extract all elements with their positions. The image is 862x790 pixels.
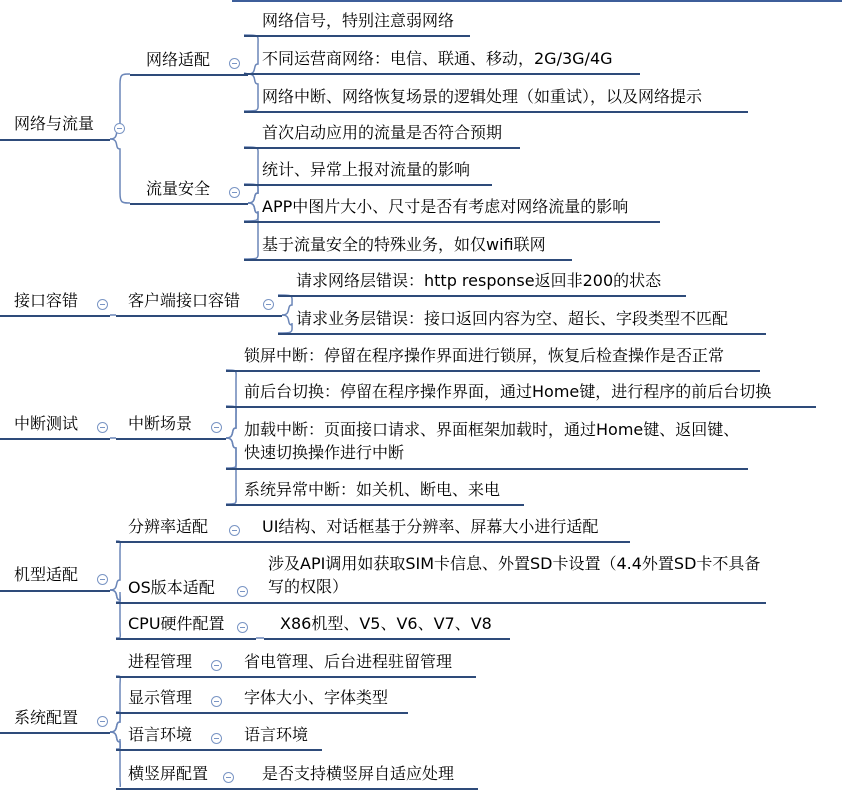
leaf-3-1-0[interactable] <box>268 552 768 598</box>
branch-2-child-0-label: 中断场景 <box>128 414 193 433</box>
leaf-2-0-2-label: 加载中断：页面接口请求、界面框架加载时，通过Home键、返回键、快速切换操作进行中断 <box>244 420 740 462</box>
branch-1-child-0-collapse-icon[interactable] <box>263 299 274 310</box>
connector-2-0-3 <box>226 438 236 504</box>
branch-3-child-2-label: CPU硬件配置 <box>128 614 225 633</box>
branch-1-label: 接口容错 <box>14 291 79 310</box>
leaf-3-1-0-label: 涉及API调用如获取SIM卡信息、外置SD卡设置（4.4外置SD卡不具备写的权限） <box>268 554 761 596</box>
leaf-0-1-1[interactable] <box>262 158 470 181</box>
leaf-0-1-3-underline <box>244 259 572 261</box>
branch-4-label: 系统配置 <box>14 708 79 727</box>
branch-4-child-1-underline <box>116 712 226 714</box>
leaf-0-0-0[interactable] <box>262 9 454 32</box>
leaf-0-0-0-underline <box>244 35 470 37</box>
leaf-2-0-2-underline <box>226 468 748 470</box>
leaf-0-0-0-label: 网络信号，特别注意弱网络 <box>262 11 455 30</box>
branch-0-underline <box>0 139 110 141</box>
branch-1-underline <box>0 315 110 317</box>
leaf-2-0-1-underline <box>226 406 816 408</box>
connector-3-2 <box>110 590 120 638</box>
connector-1-0-0 <box>278 295 292 315</box>
leaf-0-1-2-underline <box>244 221 660 223</box>
leaf-0-0-1[interactable] <box>262 47 613 70</box>
connector-4-1 <box>110 712 120 732</box>
branch-3-child-1-collapse-icon[interactable] <box>237 586 248 597</box>
leaf-1-0-1[interactable] <box>296 307 728 330</box>
leaf-1-0-0[interactable] <box>296 269 661 292</box>
branch-3-child-2-underline <box>116 638 256 640</box>
branch-4-child-0-label: 进程管理 <box>128 652 193 671</box>
leaf-4-2-0-underline <box>226 749 322 751</box>
branch-4-collapse-icon[interactable] <box>97 716 108 727</box>
branch-4-child-2[interactable] <box>128 723 192 746</box>
connector-3-0 <box>110 541 120 590</box>
leaf-0-0-1-underline <box>244 73 640 75</box>
connector-1-0-1 <box>278 315 292 333</box>
top-edge-line <box>232 0 842 2</box>
branch-1-child-0-label: 客户端接口容错 <box>128 291 241 310</box>
leaf-0-0-2[interactable] <box>262 85 702 108</box>
branch-4-child-1-collapse-icon[interactable] <box>211 696 222 707</box>
leaf-0-1-2-label: APP中图片大小、尺寸是否有考虑对网络流量的影响 <box>262 197 629 216</box>
branch-4-child-2-label: 语言环境 <box>128 725 193 744</box>
leaf-3-2-0[interactable] <box>280 612 492 635</box>
leaf-2-0-1-label: 前后台切换：停留在程序操作界面，通过Home键，进行程序的前后台切换 <box>244 382 772 401</box>
branch-3-child-1-label: OS版本适配 <box>128 578 215 597</box>
connector-4-0 <box>110 676 120 732</box>
leaf-4-1-0-underline <box>226 712 408 714</box>
connector-4-3 <box>110 732 120 787</box>
branch-4-child-2-collapse-icon[interactable] <box>211 733 222 744</box>
leaf-1-0-0-underline <box>278 295 686 297</box>
branch-4-child-3[interactable] <box>128 762 208 785</box>
branch-0-label: 网络与流量 <box>14 114 95 133</box>
leaf-2-0-0-underline <box>226 370 760 372</box>
branch-0-collapse-icon[interactable] <box>114 123 125 134</box>
leaf-4-1-0-label: 字体大小、字体类型 <box>244 688 389 707</box>
branch-3-child-2-collapse-icon[interactable] <box>237 622 248 633</box>
leaf-4-0-0[interactable] <box>244 650 452 673</box>
leaf-0-1-1-underline <box>244 184 492 186</box>
leaf-3-0-0[interactable] <box>262 515 598 538</box>
branch-4-child-0-collapse-icon[interactable] <box>211 660 222 671</box>
leaf-3-1-0-underline <box>256 602 766 604</box>
branch-0-child-0[interactable] <box>146 48 210 71</box>
leaf-0-1-0-underline <box>244 147 520 149</box>
branch-2-child-0-collapse-icon[interactable] <box>211 422 222 433</box>
branch-0-child-1-label: 流量安全 <box>146 179 211 198</box>
connector-0-0-2 <box>244 74 258 111</box>
leaf-3-0-0-label: UI结构、对话框基于分辨率、屏幕大小进行适配 <box>262 517 599 536</box>
leaf-1-0-1-label: 请求业务层错误：接口返回内容为空、超长、字段类型不匹配 <box>296 309 729 328</box>
leaf-4-3-0-label: 是否支持横竖屏自适应处理 <box>262 764 455 783</box>
branch-0-child-1-collapse-icon[interactable] <box>229 187 240 198</box>
leaf-4-3-0[interactable] <box>262 762 454 785</box>
branch-2[interactable] <box>14 412 78 435</box>
branch-3[interactable] <box>14 563 78 586</box>
leaf-0-0-2-label: 网络中断、网络恢复场景的逻辑处理（如重试），以及网络提示 <box>262 87 703 106</box>
branch-2-child-0[interactable] <box>128 412 192 435</box>
branch-2-label: 中断测试 <box>14 414 79 433</box>
connector-0-0-0 <box>244 35 258 74</box>
branch-4-child-0-underline <box>116 676 226 678</box>
connector-0-1 <box>110 139 130 203</box>
branch-0-child-0-underline <box>130 74 248 76</box>
connector-0-1-3 <box>244 203 258 259</box>
branch-4-child-2-underline <box>116 749 226 751</box>
leaf-2-0-3[interactable] <box>244 478 500 501</box>
connector-0-1-1 <box>244 184 258 203</box>
leaf-2-0-0-label: 锁屏中断：停留在程序操作界面进行锁屏，恢复后检查操作是否正常 <box>244 346 725 365</box>
leaf-3-2-0-underline <box>264 638 510 640</box>
branch-0-child-1[interactable] <box>146 177 210 200</box>
branch-1-collapse-icon[interactable] <box>97 299 108 310</box>
branch-2-child-0-underline <box>116 438 226 440</box>
leaf-4-0-0-underline <box>226 676 476 678</box>
branch-3-child-1[interactable] <box>128 576 215 599</box>
branch-4-child-3-label: 横竖屏配置 <box>128 764 209 783</box>
branch-4-child-0[interactable] <box>128 650 192 673</box>
branch-3-label: 机型适配 <box>14 565 79 584</box>
leaf-3-0-0-underline <box>248 541 630 543</box>
branch-3-collapse-icon[interactable] <box>97 574 108 585</box>
leaf-4-1-0[interactable] <box>244 686 388 709</box>
branch-0[interactable] <box>14 112 94 135</box>
leaf-2-0-2[interactable] <box>244 418 744 464</box>
connector-2-0-1 <box>226 406 236 438</box>
leaf-0-1-1-label: 统计、异常上报对流量的影响 <box>262 160 471 179</box>
leaf-4-0-0-label: 省电管理、后台进程驻留管理 <box>244 652 453 671</box>
leaf-0-1-0[interactable] <box>262 121 502 144</box>
branch-4-child-1[interactable] <box>128 686 192 709</box>
leaf-0-1-2[interactable] <box>262 195 628 218</box>
branch-3-child-1-underline <box>116 602 256 604</box>
branch-1-child-0[interactable] <box>128 289 240 312</box>
branch-3-child-2[interactable] <box>128 612 225 635</box>
branch-0-child-1-underline <box>130 203 248 205</box>
branch-4-child-1-label: 显示管理 <box>128 688 193 707</box>
leaf-1-0-0-label: 请求网络层错误：http response返回非200的状态 <box>296 271 662 290</box>
branch-3-child-0-underline <box>116 541 248 543</box>
branch-1[interactable] <box>14 289 78 312</box>
leaf-4-2-0[interactable] <box>244 723 308 746</box>
branch-4[interactable] <box>14 706 78 729</box>
connector-2-0-2 <box>226 438 236 468</box>
leaf-2-0-1[interactable] <box>244 380 771 403</box>
leaf-0-1-0-label: 首次启动应用的流量是否符合预期 <box>262 123 503 142</box>
branch-2-collapse-icon[interactable] <box>97 422 108 433</box>
leaf-0-1-3[interactable] <box>262 233 546 256</box>
leaf-0-1-3-label: 基于流量安全的特殊业务，如仅wifi联网 <box>262 235 546 254</box>
leaf-2-0-3-underline <box>226 504 524 506</box>
branch-0-child-0-collapse-icon[interactable] <box>229 58 240 69</box>
branch-3-child-0[interactable] <box>128 515 208 538</box>
branch-2-underline <box>0 438 110 440</box>
branch-0-child-0-label: 网络适配 <box>146 50 211 69</box>
leaf-2-0-3-label: 系统异常中断：如关机、断电、来电 <box>244 480 501 499</box>
branch-4-child-3-collapse-icon[interactable] <box>223 772 234 783</box>
leaf-0-0-1-label: 不同运营商网络：电信、联通、移动，2G/3G/4G <box>262 49 613 68</box>
branch-3-child-0-label: 分辨率适配 <box>128 517 209 536</box>
branch-1-child-0-underline <box>116 315 282 317</box>
leaf-3-2-0-label: X86机型、V5、V6、V7、V8 <box>280 614 492 633</box>
branch-4-underline <box>0 732 110 734</box>
leaf-4-2-0-label: 语言环境 <box>244 725 309 744</box>
leaf-2-0-0[interactable] <box>244 344 724 367</box>
branch-3-child-0-collapse-icon[interactable] <box>229 525 240 536</box>
leaf-1-0-1-underline <box>278 333 766 335</box>
leaf-0-0-2-underline <box>244 111 748 113</box>
branch-3-underline <box>0 590 110 592</box>
